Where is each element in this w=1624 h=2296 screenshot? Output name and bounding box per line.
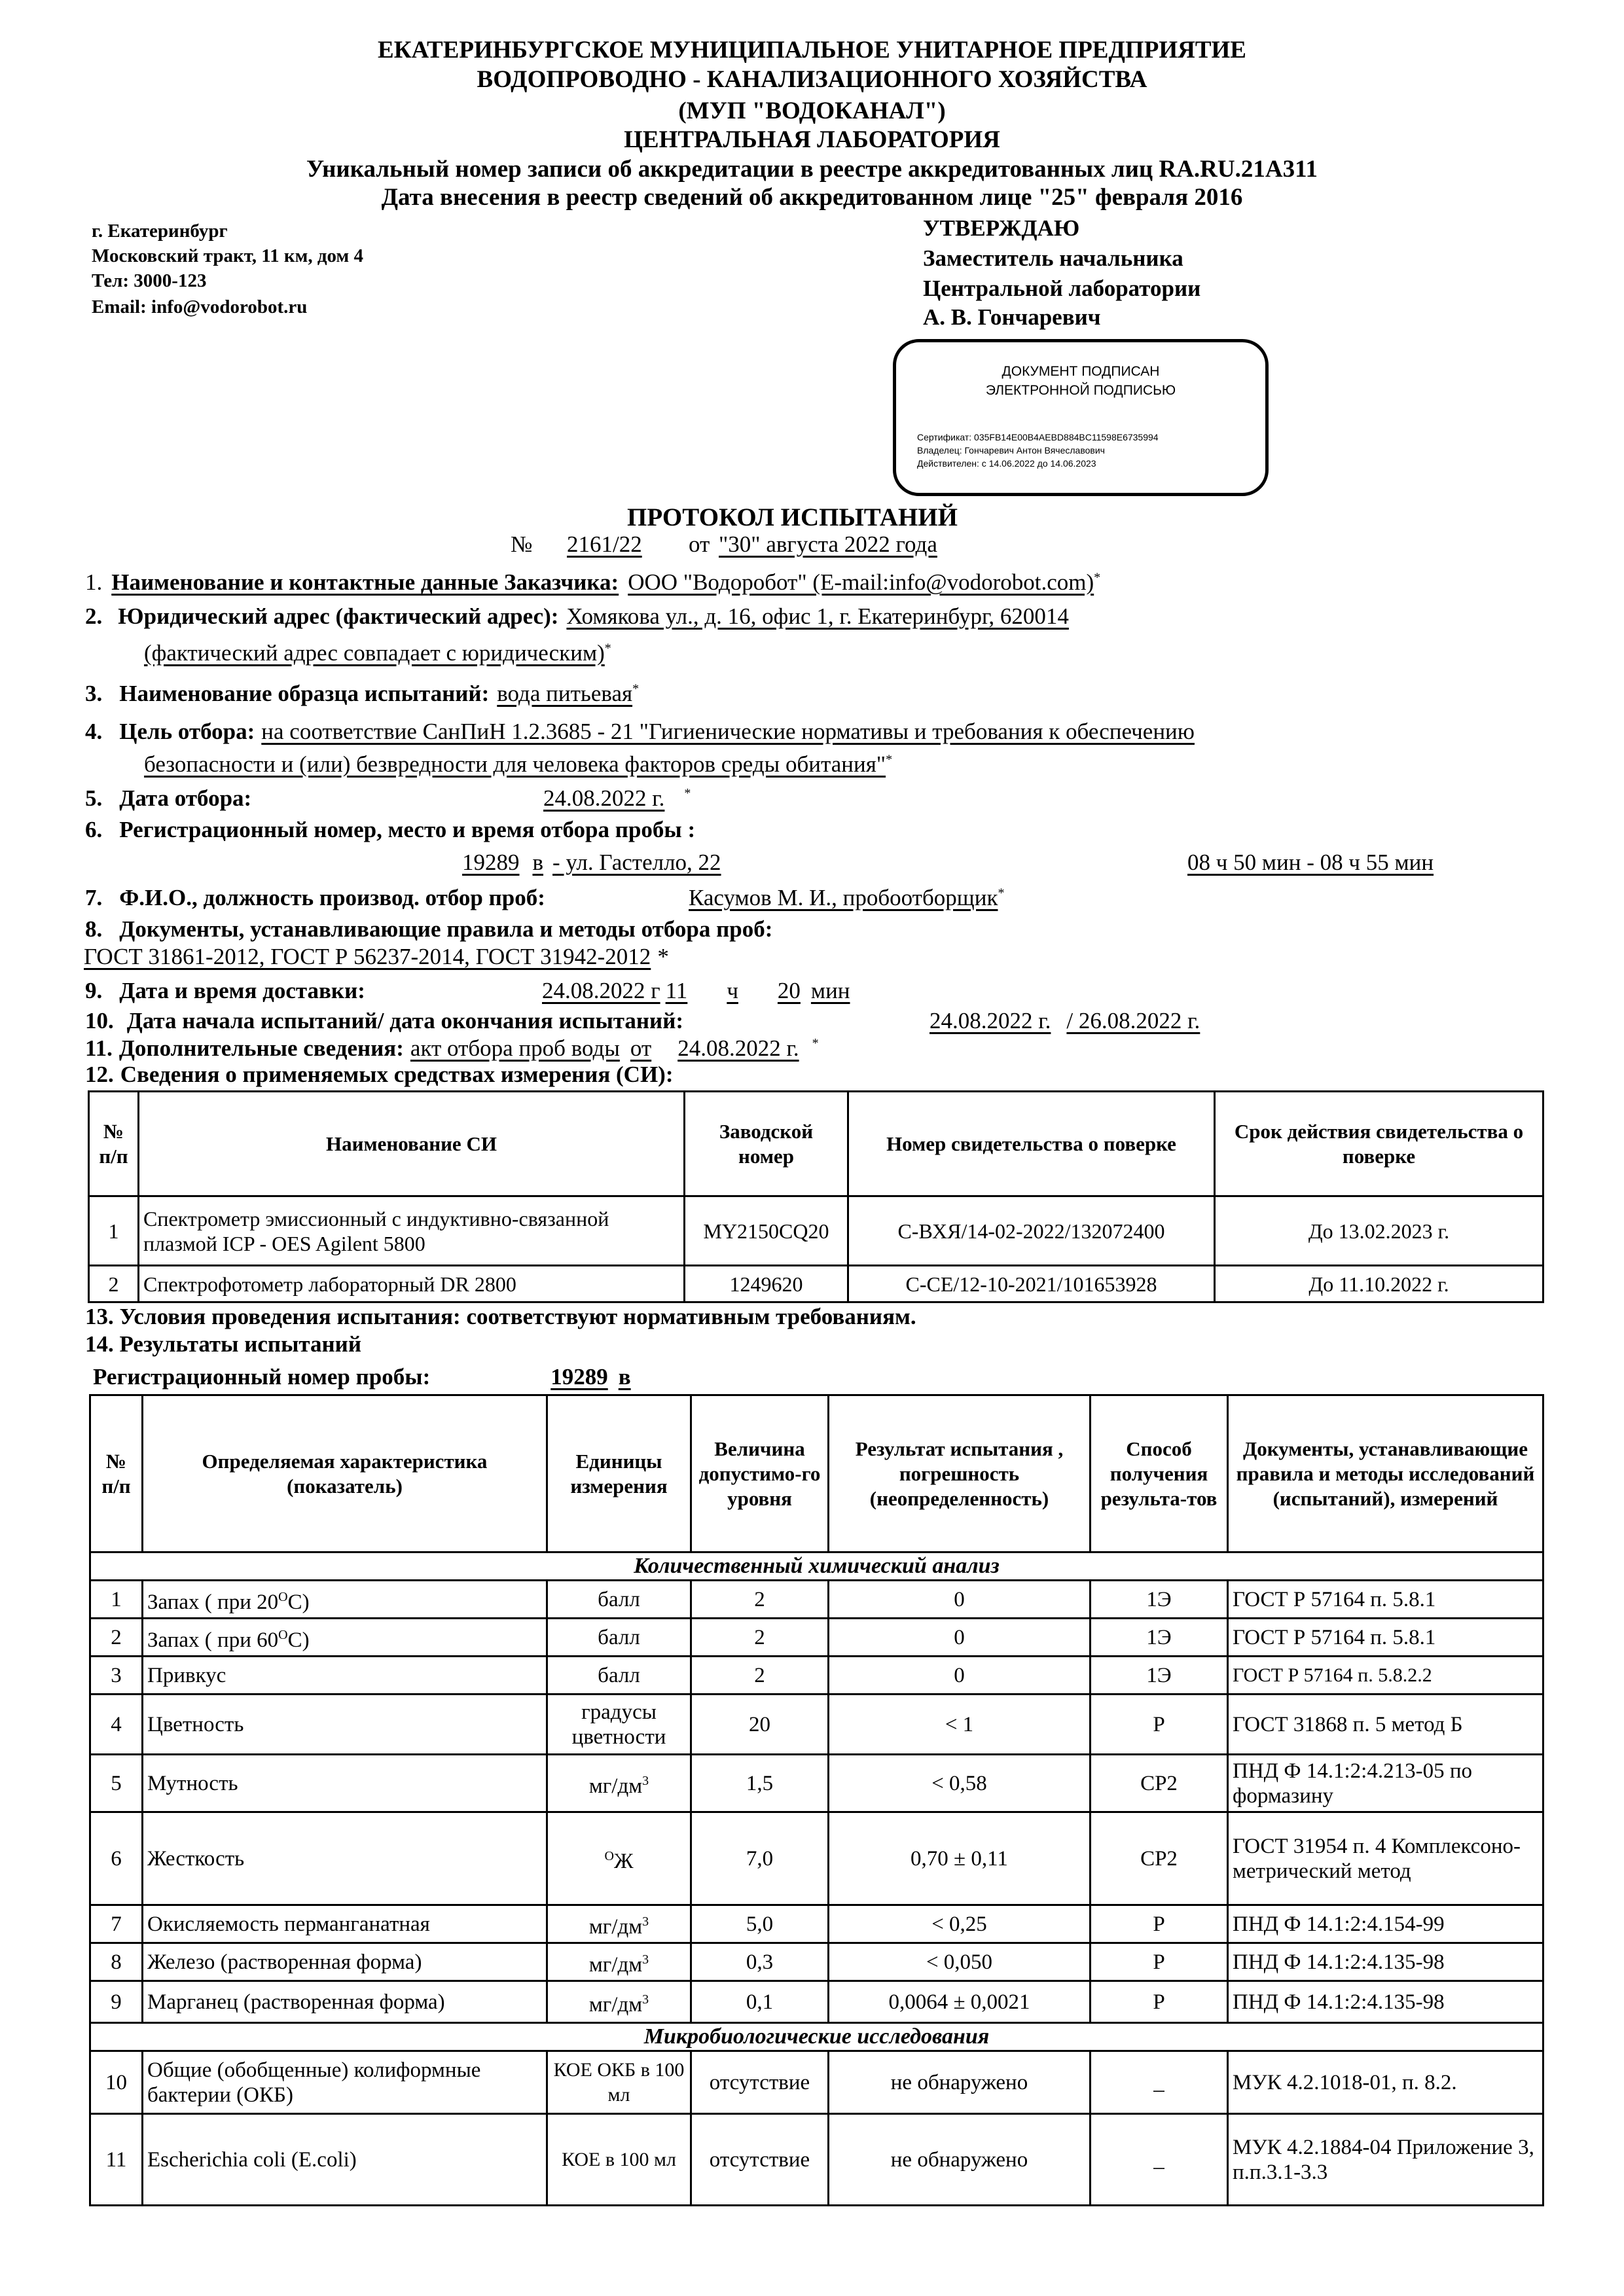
degree-mark: О — [278, 1627, 288, 1642]
accreditation-number: Уникальный номер записи об аккредитации в реестре аккредитованных лиц RA.RU.21A311 — [306, 156, 1318, 183]
customer-value: ООО "Водоробот" (E-mail:info@vodorobot.com) — [628, 569, 1094, 595]
column-header: Величина допустимо-го уровня — [691, 1395, 829, 1552]
indicator-name: Марганец (растворенная форма) — [143, 1981, 547, 2023]
serial-number: MY2150CQ20 — [685, 1196, 848, 1266]
section-title: Количественный химический анализ — [90, 1552, 1543, 1581]
purpose-value: на соответствие СанПиН 1.2.3685 - 21 "Гигиенические нормативы и требования к обеспечению — [261, 719, 1195, 744]
row-number: 4 — [90, 1695, 143, 1755]
stamp-valid: Действителен: с 14.06.2022 до 14.06.2023 — [917, 458, 1096, 469]
results-heading: 14. Результаты испытаний — [85, 1331, 362, 1357]
row-number: 1 — [90, 1581, 143, 1619]
footnote-mark: * — [998, 886, 1005, 901]
document: ПНД Ф 14.1:2:4.213-05 по формазину — [1228, 1755, 1543, 1812]
indicator-name: Escherichia coli (E.coli) — [143, 2114, 547, 2206]
purpose-label: Цель отбора: — [119, 719, 255, 744]
footnote-mark: * — [1094, 570, 1101, 585]
method: СР2 — [1091, 1755, 1228, 1812]
document: ГОСТ 31954 п. 4 Комплексоно-метрический метод — [1228, 1812, 1543, 1905]
test-dates-label: Дата начала испытаний/ дата окончания испытаний: — [126, 1008, 684, 1033]
row-number: 8 — [90, 1943, 143, 1981]
sample-reg-label: Регистрационный номер пробы: — [93, 1364, 431, 1390]
degree-mark: О — [278, 1589, 288, 1604]
approve-person: А. В. Гончаревич — [923, 304, 1101, 330]
certificate-validity: До 13.02.2023 г. — [1215, 1196, 1543, 1266]
column-header: Единицы измерения — [547, 1395, 691, 1552]
column-header: Номер свидетельства о поверке — [848, 1092, 1215, 1196]
method: 1Э — [1091, 1581, 1228, 1619]
sampler-value: Касумов М. И., пробоотборщик — [689, 885, 998, 910]
unit-text: мг/дм — [588, 1774, 643, 1798]
table-row — [90, 1943, 1543, 1981]
address-city: г. Екатеринбург — [92, 221, 228, 242]
registration-label: Регистрационный номер, место и время отбора пробы : — [119, 817, 696, 842]
indicator-name: Цветность — [143, 1695, 547, 1755]
certificate-number: С-ВХЯ/14-02-2022/132072400 — [848, 1196, 1215, 1266]
method: СР2 — [1091, 1812, 1228, 1905]
item-number: 6. — [85, 817, 103, 842]
method: Р — [1091, 1981, 1228, 2023]
table-row — [90, 2051, 1543, 2114]
limit: 2 — [691, 1619, 829, 1657]
method: 1Э — [1091, 1619, 1228, 1657]
unit — [547, 1981, 691, 2023]
indicator-text: Запах ( при 20 — [147, 1590, 279, 1614]
method: _ — [1091, 2051, 1228, 2114]
unit-text: мг/дм — [588, 1992, 643, 2017]
table-row — [90, 1581, 1543, 1619]
result: < 0,25 — [829, 1905, 1091, 1943]
document: ПНД Ф 14.1:2:4.154-99 — [1228, 1905, 1543, 1943]
purpose-value-cont: безопасности и (или) безвредности для человека факторов среды обитания" — [144, 751, 886, 777]
section-title: Микробиологические исследования — [90, 2023, 1543, 2051]
table-row — [90, 1619, 1543, 1657]
result: не обнаружено — [829, 2051, 1091, 2114]
result: 0 — [829, 1581, 1091, 1619]
sample-name-value: вода питьевая — [497, 681, 633, 706]
address-label: Юридический адрес (фактический адрес): — [118, 603, 559, 629]
footnote-mark: * — [604, 641, 611, 656]
stamp-title: ДОКУМЕНТ ПОДПИСАН ЭЛЕКТРОННОЙ ПОДПИСЬЮ — [985, 364, 1176, 398]
indicator-name — [143, 1581, 547, 1619]
method: Р — [1091, 1695, 1228, 1755]
additional-info-date: 24.08.2022 г. — [677, 1035, 799, 1061]
approve-position: Заместитель начальника — [923, 245, 1183, 271]
protocol-number: 2161/22 — [567, 531, 642, 557]
method: _ — [1091, 2114, 1228, 2206]
unit — [547, 1812, 691, 1905]
table-row — [89, 1196, 1543, 1266]
sample-name-label: Наименование образца испытаний: — [119, 681, 490, 706]
limit: 5,0 — [691, 1905, 829, 1943]
document: ГОСТ 31868 п. 5 метод Б — [1228, 1695, 1543, 1755]
instrument-name: Спектрофотометр лабораторный DR 2800 — [139, 1266, 685, 1302]
row-number: 1 — [89, 1196, 139, 1266]
row-number: 9 — [90, 1981, 143, 2023]
limit: 7,0 — [691, 1812, 829, 1905]
org-name-line: ВОДОПРОВОДНО - КАНАЛИЗАЦИОННОГО ХОЗЯЙСТВА — [477, 66, 1147, 93]
row-number: 7 — [90, 1905, 143, 1943]
indicator-unit-tail: С) — [287, 1628, 310, 1652]
section-row — [90, 1552, 1543, 1581]
unit: КОЕ ОКБ в 100 мл — [547, 2051, 691, 2114]
table-header-row — [89, 1092, 1543, 1196]
item-number: 8. — [85, 916, 103, 942]
unit-text: Ж — [613, 1849, 634, 1873]
document: МУК 4.2.1018-01, п. 8.2. — [1228, 2051, 1543, 2114]
limit: 2 — [691, 1581, 829, 1619]
item-number: 11. — [85, 1035, 113, 1061]
row-number: 10 — [90, 2051, 143, 2114]
limit: 0,1 — [691, 1981, 829, 2023]
table-row — [90, 1812, 1543, 1905]
result: 0,70 ± 0,11 — [829, 1812, 1091, 1905]
address-note: (фактический адрес совпадает с юридическим) — [144, 640, 605, 666]
footnote-mark: * — [632, 681, 640, 696]
row-number: 6 — [90, 1812, 143, 1905]
document: ПНД Ф 14.1:2:4.135-98 — [1228, 1981, 1543, 2023]
electronic-signature-stamp — [893, 339, 1269, 496]
address-street: Московский тракт, 11 км, дом 4 — [92, 245, 363, 266]
test-end-date: / 26.08.2022 г. — [1066, 1008, 1200, 1033]
stamp-owner: Владелец: Гончаревич Антон Вячеславович — [917, 445, 1105, 456]
stamp-certificate: Сертификат: 035FB14E00B4AEBD884BC11598E6735994 — [917, 432, 1159, 442]
footnote-mark: * — [657, 944, 669, 969]
sampling-docs-value: ГОСТ 31861-2012, ГОСТ Р 56237-2014, ГОСТ 31942-2012 — [84, 944, 651, 969]
limit: отсутствие — [691, 2114, 829, 2206]
document: ПНД Ф 14.1:2:4.135-98 — [1228, 1943, 1543, 1981]
indicator-name: Жесткость — [143, 1812, 547, 1905]
address-email: Email: info@vodorobot.ru — [92, 296, 308, 317]
item-number: 9. — [85, 978, 103, 1003]
unit — [547, 1905, 691, 1943]
row-number: 3 — [90, 1657, 143, 1695]
table-row — [90, 1981, 1543, 2023]
unit: градусы цветности — [547, 1695, 691, 1755]
serial-number: 1249620 — [685, 1266, 848, 1302]
table-row — [90, 1905, 1543, 1943]
limit: 0,3 — [691, 1943, 829, 1981]
footnote-mark: * — [886, 752, 893, 767]
indicator-unit-tail: С) — [287, 1590, 310, 1614]
certificate-number: С-СЕ/12-10-2021/101653928 — [848, 1266, 1215, 1302]
test-start-date: 24.08.2022 г. — [929, 1008, 1051, 1033]
table-row — [90, 1695, 1543, 1755]
additional-info-value: акт отбора проб воды — [410, 1035, 620, 1061]
unit — [547, 1755, 691, 1812]
registration-number: 19289 — [462, 850, 520, 875]
approve-department: Центральной лаборатории — [923, 276, 1201, 301]
item-number: 10. — [85, 1008, 114, 1033]
result: 0,0064 ± 0,0021 — [829, 1981, 1091, 2023]
result: < 0,58 — [829, 1755, 1091, 1812]
unit-exponent: 3 — [642, 1952, 649, 1967]
limit: 2 — [691, 1657, 829, 1695]
sample-reg-number: 19289 — [550, 1364, 608, 1390]
document: ГОСТ Р 57164 п. 5.8.1 — [1228, 1619, 1543, 1657]
sampling-place: - ул. Гастелло, 22 — [552, 850, 721, 875]
sampling-time: 08 ч 50 мин - 08 ч 55 мин — [1187, 850, 1434, 875]
instruments-table — [88, 1090, 1544, 1303]
indicator-name: Мутность — [143, 1755, 547, 1812]
protocol-title: ПРОТОКОЛ ИСПЫТАНИЙ — [627, 503, 958, 531]
row-number: 11 — [90, 2114, 143, 2206]
unit-text: мг/дм — [588, 1952, 643, 1977]
unit-exponent: 3 — [642, 1914, 649, 1929]
delivery-hour-unit: ч — [727, 978, 738, 1003]
item-number: 2. — [85, 603, 103, 629]
certificate-validity: До 11.10.2022 г. — [1215, 1266, 1543, 1302]
column-header: № п/п — [90, 1395, 143, 1552]
document: ГОСТ Р 57164 п. 5.8.1 — [1228, 1581, 1543, 1619]
item-number: 7. — [85, 885, 103, 910]
document: ГОСТ Р 57164 п. 5.8.2.2 — [1228, 1657, 1543, 1695]
results-table — [89, 1394, 1544, 2206]
result: 0 — [829, 1619, 1091, 1657]
document: МУК 4.2.1884-04 Приложение 3, п.п.3.1-3.3 — [1228, 2114, 1543, 2206]
limit: 20 — [691, 1695, 829, 1755]
method: Р — [1091, 1943, 1228, 1981]
delivery-date: 24.08.2022 г — [542, 978, 660, 1003]
row-number: 5 — [90, 1755, 143, 1812]
degree-mark: О — [604, 1848, 614, 1863]
instrument-name: Спектрометр эмиссионный с индуктивно-связанной плазмой ICP - OES Agilent 5800 — [139, 1196, 685, 1266]
delivery-label: Дата и время доставки: — [119, 978, 365, 1003]
unit: балл — [547, 1657, 691, 1695]
sampling-date-value: 24.08.2022 г. — [543, 785, 665, 811]
org-name-line: ЕКАТЕРИНБУРГСКОЕ МУНИЦИПАЛЬНОЕ УНИТАРНОЕ ПРЕДПРИЯТИЕ — [378, 37, 1246, 63]
test-conditions: 13. Условия проведения испытания: соответствуют нормативным требованиям. — [85, 1304, 916, 1329]
indicator-name: Привкус — [143, 1657, 547, 1695]
column-header: Способ получения результа-тов — [1091, 1395, 1228, 1552]
registration-letter: в — [532, 850, 544, 875]
unit: КОЕ в 100 мл — [547, 2114, 691, 2206]
table-row — [90, 1657, 1543, 1695]
method: 1Э — [1091, 1657, 1228, 1695]
column-header: Определяемая характеристика (показатель) — [143, 1395, 547, 1552]
approve-title: УТВЕРЖДАЮ — [923, 215, 1080, 241]
address-value: Хомякова ул., д. 16, офис 1, г. Екатеринбург, 620014 — [566, 603, 1069, 629]
row-number: 2 — [90, 1619, 143, 1657]
item-number: 12. — [85, 1062, 114, 1087]
sampling-date-label: Дата отбора: — [119, 785, 252, 811]
section-row — [90, 2023, 1543, 2051]
protocol-from: от — [689, 531, 710, 557]
column-header: Срок действия свидетельства о поверке — [1215, 1092, 1543, 1196]
delivery-minute-unit: мин — [810, 978, 850, 1003]
protocol-date: "30" августа 2022 года — [719, 531, 937, 557]
column-header: Документы, устанавливающие правила и методы исследований (испытаний), измерений — [1228, 1395, 1543, 1552]
table-header-row — [90, 1395, 1543, 1552]
additional-info-label: Дополнительные сведения: — [118, 1035, 404, 1061]
unit-exponent: 3 — [642, 1992, 649, 2007]
row-number: 2 — [89, 1266, 139, 1302]
column-header: Результат испытания , погрешность (неопределенность) — [829, 1395, 1091, 1552]
result: не обнаружено — [829, 2114, 1091, 2206]
protocol-number-sign: № — [511, 531, 533, 557]
sampler-label: Ф.И.О., должность производ. отбор проб: — [119, 885, 545, 910]
item-number: 4. — [85, 719, 103, 744]
footnote-mark: * — [684, 786, 691, 801]
address-phone: Тел: 3000-123 — [92, 270, 207, 291]
item-number: 1. — [85, 569, 103, 595]
limit: отсутствие — [691, 2051, 829, 2114]
indicator-text: Запах ( при 60 — [147, 1628, 279, 1652]
delivery-hour: 11 — [665, 978, 688, 1003]
result: < 0,050 — [829, 1943, 1091, 1981]
column-header: № п/п — [89, 1092, 139, 1196]
column-header: Наименование СИ — [139, 1092, 685, 1196]
delivery-minute: 20 — [777, 978, 801, 1003]
additional-info-from: от — [630, 1035, 652, 1061]
org-name-line: (МУП "ВОДОКАНАЛ") — [678, 98, 946, 124]
indicator-name — [143, 1619, 547, 1657]
sampling-docs-label: Документы, устанавливающие правила и методы отбора проб: — [119, 916, 773, 942]
method: Р — [1091, 1905, 1228, 1943]
unit: балл — [547, 1581, 691, 1619]
unit: балл — [547, 1619, 691, 1657]
limit: 1,5 — [691, 1755, 829, 1812]
result: < 1 — [829, 1695, 1091, 1755]
item-number: 3. — [85, 681, 103, 706]
footnote-mark: * — [812, 1036, 819, 1051]
indicator-name: Общие (обобщенные) колиформные бактерии (ОКБ) — [143, 2051, 547, 2114]
sample-reg-letter: в — [618, 1364, 631, 1390]
table-row — [90, 1755, 1543, 1812]
indicator-name: Окисляемость перманганатная — [143, 1905, 547, 1943]
result: 0 — [829, 1657, 1091, 1695]
lab-name: ЦЕНТРАЛЬНАЯ ЛАБОРАТОРИЯ — [624, 126, 1000, 153]
customer-label: Наименование и контактные данные Заказчика: — [111, 569, 619, 595]
unit-exponent: 3 — [642, 1773, 649, 1788]
table-row — [89, 1266, 1543, 1302]
table-row — [90, 2114, 1543, 2206]
item-number: 5. — [85, 785, 103, 811]
indicator-name: Железо (растворенная форма) — [143, 1943, 547, 1981]
instruments-label: Сведения о применяемых средствах измерения (СИ): — [120, 1062, 674, 1087]
unit-text: мг/дм — [588, 1914, 643, 1939]
accreditation-date: Дата внесения в реестр сведений об аккредитованном лице "25" февраля 2016 — [381, 184, 1243, 211]
column-header: Заводской номер — [685, 1092, 848, 1196]
unit — [547, 1943, 691, 1981]
